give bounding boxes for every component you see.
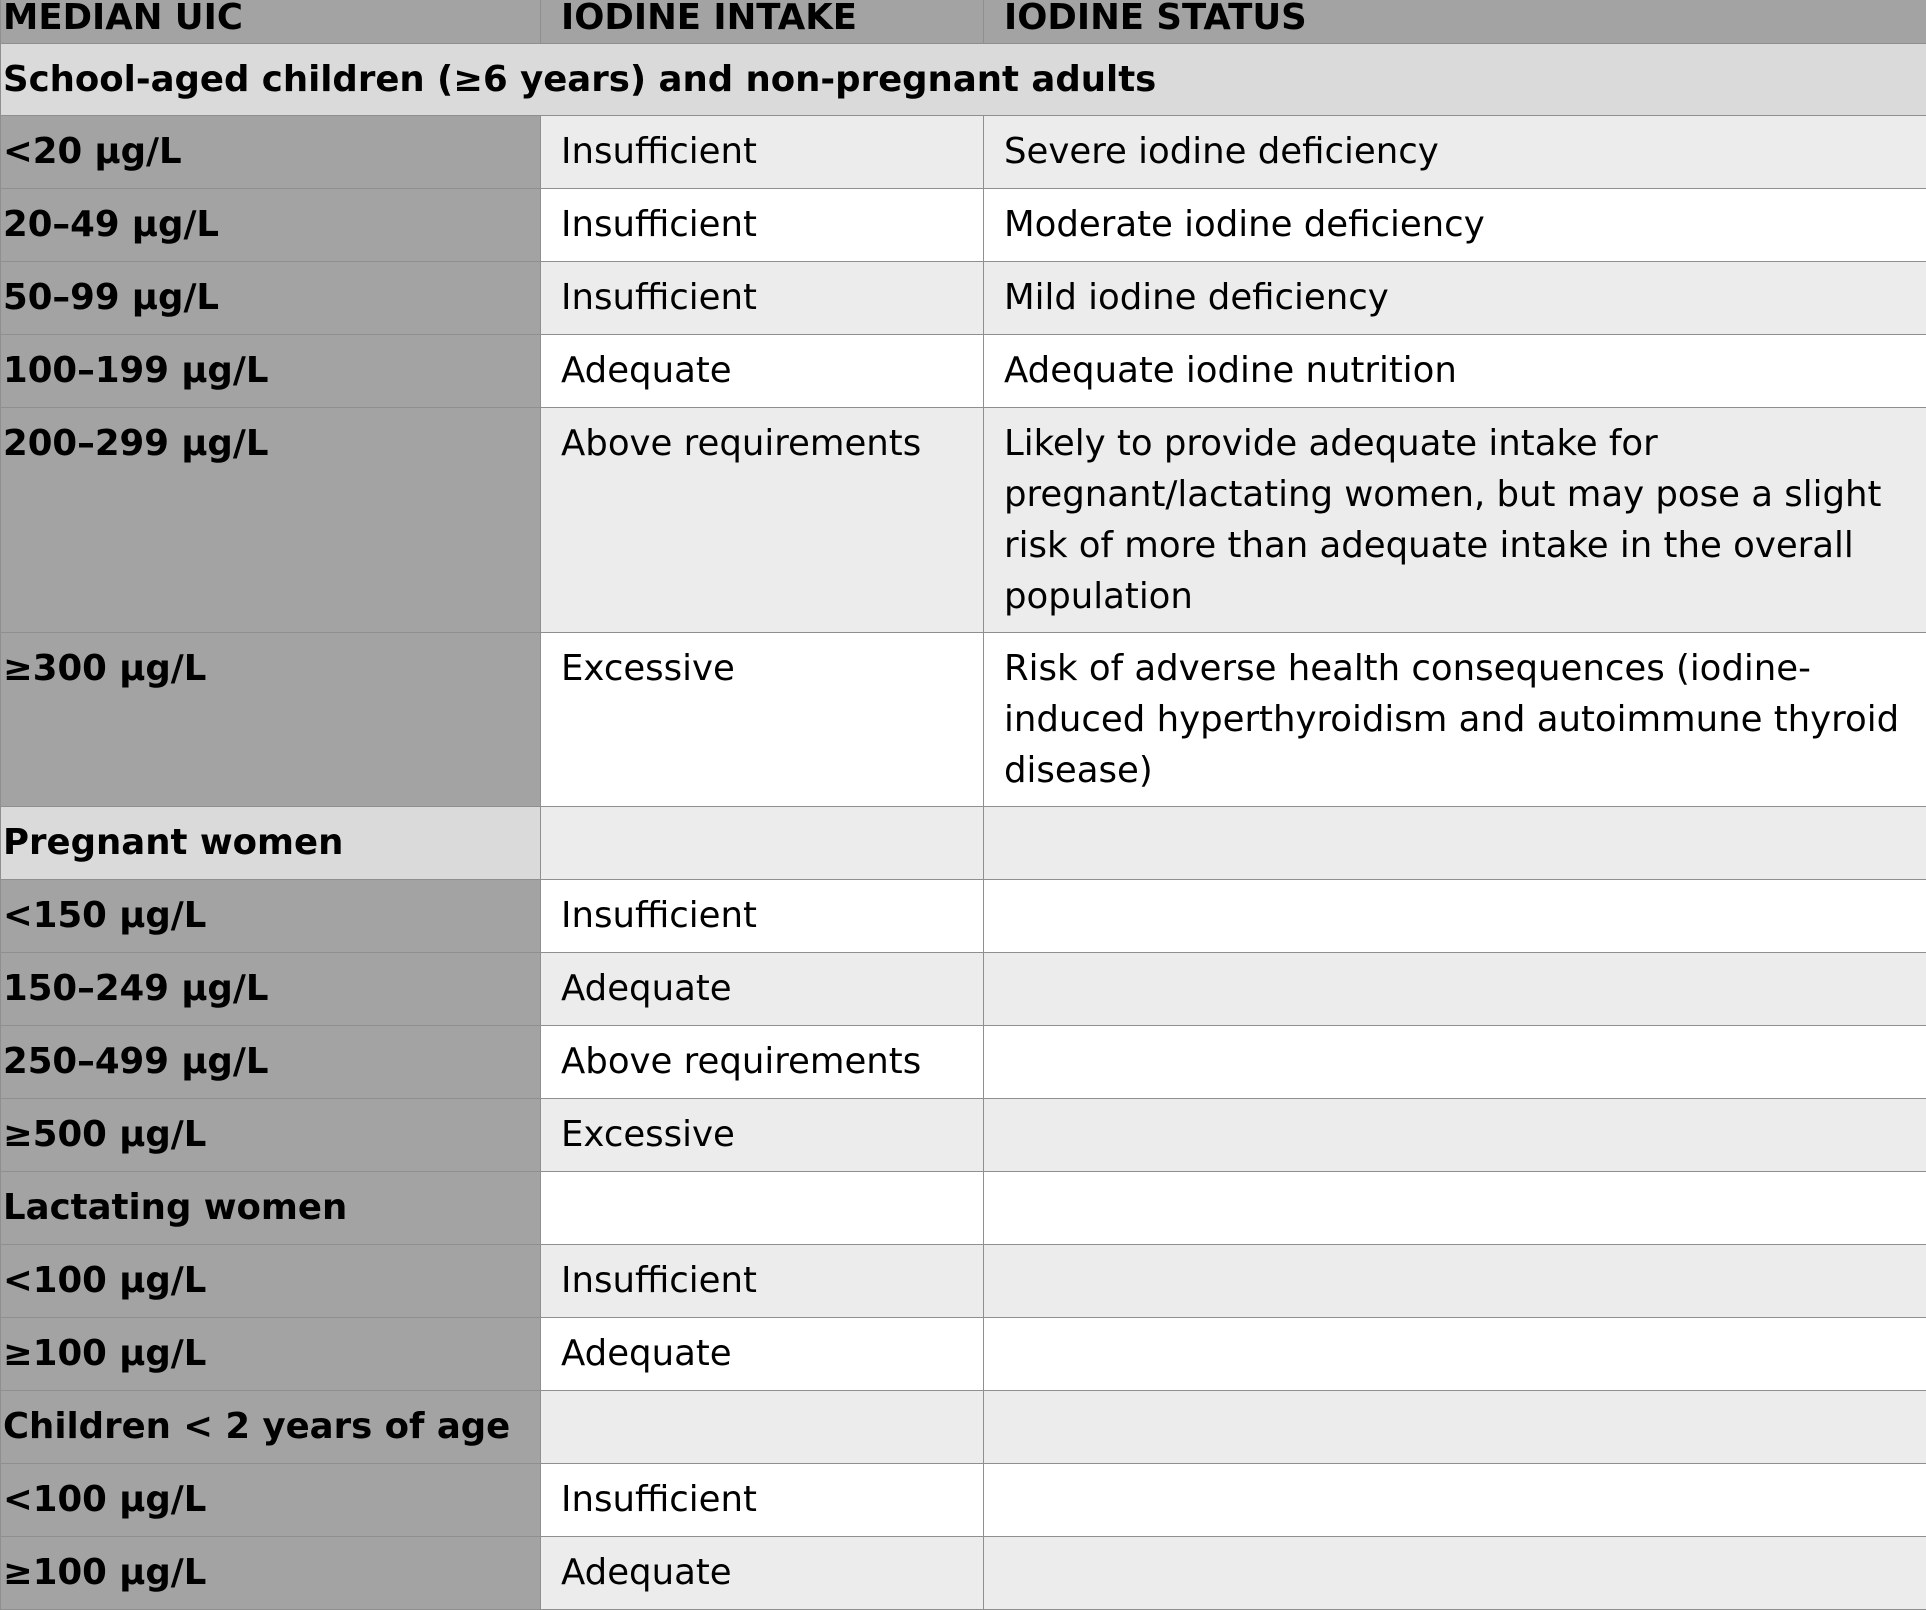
- table-row: [1, 408, 1926, 633]
- iodine-intake-cell: Adequate: [541, 1537, 984, 1610]
- median-uic-cell: <100 μg/L: [1, 1464, 541, 1537]
- iodine-intake-cell: Insufficient: [541, 116, 984, 189]
- iodine-status-cell: [984, 1245, 1926, 1318]
- iodine-intake-cell: [541, 1172, 984, 1245]
- table-row: [1, 116, 1926, 189]
- median-uic-cell: 20–49 μg/L: [1, 189, 541, 262]
- iodine-intake-cell: Insufficient: [541, 1464, 984, 1537]
- iodine-status-cell: Mild iodine deficiency: [984, 262, 1926, 335]
- table-row: [1, 1537, 1926, 1610]
- iodine-status-cell: [984, 1026, 1926, 1099]
- iodine-status-cell: [984, 1391, 1926, 1464]
- section-row-lactating-women: [1, 1172, 1926, 1245]
- median-uic-cell: 250–499 μg/L: [1, 1026, 541, 1099]
- table-row: [1, 335, 1926, 408]
- table-row: [1, 633, 1926, 807]
- iodine-intake-cell: [541, 1391, 984, 1464]
- median-uic-cell: <20 μg/L: [1, 116, 541, 189]
- section-title: Children < 2 years of age: [1, 1391, 541, 1464]
- median-uic-cell: 150–249 μg/L: [1, 953, 541, 1026]
- iodine-intake-cell: Excessive: [541, 633, 984, 807]
- median-uic-cell: 200–299 μg/L: [1, 408, 541, 633]
- iodine-intake-cell: [541, 807, 984, 880]
- iodine-status-cell: [984, 953, 1926, 1026]
- median-uic-cell: 100–199 μg/L: [1, 335, 541, 408]
- section-title: School-aged children (≥6 years) and non-pregnant adults: [1, 44, 1926, 116]
- median-uic-cell: <150 μg/L: [1, 880, 541, 953]
- iodine-intake-cell: Adequate: [541, 953, 984, 1026]
- header-iodine-status: IODINE STATUS: [984, 0, 1926, 44]
- iodine-intake-cell: Above requirements: [541, 408, 984, 633]
- table-row: [1, 1464, 1926, 1537]
- iodine-status-cell: [984, 1172, 1926, 1245]
- iodine-status-cell: Likely to provide adequate intake for pregnant/lactating women, but may pose a slight risk of more than adequate intake in the overall population: [984, 408, 1926, 633]
- median-uic-cell: ≥100 μg/L: [1, 1537, 541, 1610]
- iodine-intake-cell: Above requirements: [541, 1026, 984, 1099]
- iodine-status-cell: [984, 807, 1926, 880]
- iodine-status-cell: [984, 880, 1926, 953]
- header-iodine-intake: IODINE INTAKE: [541, 0, 984, 44]
- iodine-intake-cell: Insufficient: [541, 262, 984, 335]
- median-uic-cell: ≥100 μg/L: [1, 1318, 541, 1391]
- iodine-status-cell: Adequate iodine nutrition: [984, 335, 1926, 408]
- table-header-row: [1, 0, 1926, 44]
- median-uic-cell: ≥500 μg/L: [1, 1099, 541, 1172]
- iodine-intake-cell: Adequate: [541, 1318, 984, 1391]
- section-title: Lactating women: [1, 1172, 541, 1245]
- median-uic-cell: <100 μg/L: [1, 1245, 541, 1318]
- iodine-status-cell: [984, 1537, 1926, 1610]
- section-row-pregnant-women: [1, 807, 1926, 880]
- iodine-status-cell: Severe iodine deficiency: [984, 116, 1926, 189]
- table-row: [1, 1245, 1926, 1318]
- table-row: [1, 1099, 1926, 1172]
- table-row: [1, 953, 1926, 1026]
- section-title: Pregnant women: [1, 807, 541, 880]
- iodine-intake-cell: Insufficient: [541, 880, 984, 953]
- iodine-status-cell: Moderate iodine deficiency: [984, 189, 1926, 262]
- table-row: [1, 1026, 1926, 1099]
- median-uic-cell: ≥300 μg/L: [1, 633, 541, 807]
- table-row: [1, 262, 1926, 335]
- table-row: [1, 880, 1926, 953]
- iodine-status-cell: [984, 1099, 1926, 1172]
- iodine-status-cell: Risk of adverse health consequences (iodine-induced hyperthyroidism and autoimmune thyroid disease): [984, 633, 1926, 807]
- iodine-intake-cell: Insufficient: [541, 1245, 984, 1318]
- iodine-intake-cell: Adequate: [541, 335, 984, 408]
- iodine-intake-cell: Insufficient: [541, 189, 984, 262]
- section-row-children-under-2: [1, 1391, 1926, 1464]
- iodine-intake-cell: Excessive: [541, 1099, 984, 1172]
- median-uic-cell: 50–99 μg/L: [1, 262, 541, 335]
- iodine-status-cell: [984, 1318, 1926, 1391]
- section-row-school-aged-and-adults: [1, 44, 1926, 116]
- header-median-uic: MEDIAN UIC: [1, 0, 541, 44]
- table-row: [1, 189, 1926, 262]
- table-row: [1, 1318, 1926, 1391]
- iodine-status-cell: [984, 1464, 1926, 1537]
